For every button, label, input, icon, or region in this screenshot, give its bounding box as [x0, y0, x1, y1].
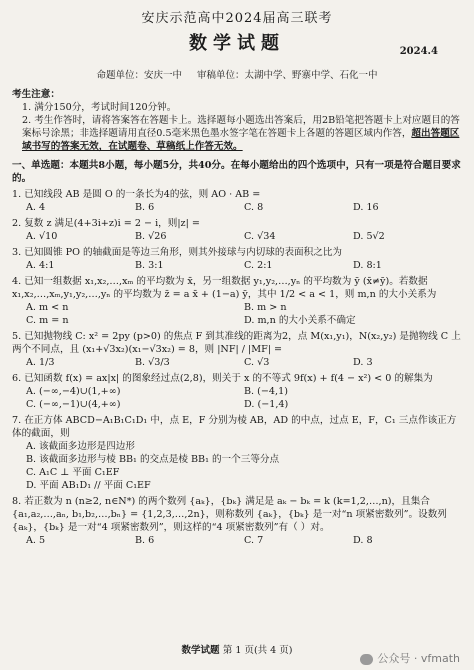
- note-2: [12, 114, 462, 153]
- option-b: B. m > n: [244, 302, 287, 313]
- option-c: C. 8: [244, 202, 264, 213]
- question-stem: 2. 复数 z 满足(4+3i+z)i = 2 − i，则|z| =: [12, 218, 200, 229]
- option-c: C. √3: [244, 357, 270, 368]
- option-d: D. 5√2: [353, 231, 385, 242]
- option-d: D. m,n 的大小关系不确定: [244, 315, 356, 326]
- question-stem: 4. 已知一组数据 x₁,x₂,…,xₘ 的平均数为 x̄，另一组数据 y₁,y₂,…,yₙ 的平均数为 ȳ (x̄≠ȳ)。若数据 x₁,x₂,…,xₘ,y₁,y₂,…,yₙ 的平均数为 z̄ = a x̄ + (1−a) ȳ，其中 1/2 < a < 1，则 m,n 的大小关系为: [12, 276, 437, 300]
- option-c: C. √34: [244, 231, 276, 242]
- school-title: 安庆示范高中2024届高三联考: [141, 11, 333, 26]
- option-b: B. 3:1: [135, 260, 164, 271]
- proposer-unit: 命题单位：安庆一中: [96, 70, 182, 81]
- option-a: A. 4:1: [26, 260, 55, 271]
- note-2-highlight: 超出答题区域书写的答案无效，在试题卷、草稿纸上作答无效。: [22, 128, 460, 152]
- question-7: [12, 414, 462, 492]
- question-1: [12, 188, 462, 214]
- option-a: A. 4: [26, 202, 46, 213]
- question-2: [12, 217, 462, 243]
- option-c: C. A₁C ⊥ 平面 C₁EF: [26, 467, 120, 478]
- question-stem: 5. 已知抛物线 C: x² = 2py (p>0) 的焦点 F 到其准线的距离为2，点 M(x₁,y₁)，N(x₂,y₂) 是抛物线 C 上两个不同点，且 (x₁+√3x₂)(x₁−√3x₂) = 8，则 |NF| / |MF| =: [12, 331, 461, 355]
- options: [12, 534, 462, 547]
- option-c: C. 2:1: [244, 260, 273, 271]
- option-a: A. (−∞,−4)∪(1,+∞): [26, 386, 121, 397]
- notes-heading: 考生注意：: [12, 89, 60, 100]
- options: [12, 356, 462, 369]
- note-2-text: 2. 考生作答时，请将答案答在答题卡上。选择题每小题选出答案后，用2B铅笔把答题卡上对应题目的答案标号涂黑；非选择题请用直径0.5毫米黑色墨水签字笔在答题卡上各题的答题区域内作答，: [22, 115, 460, 139]
- option-a: A. 5: [26, 535, 46, 546]
- options: [12, 385, 462, 411]
- options: [12, 301, 462, 327]
- option-a: A. 该截面多边形是四边形: [26, 441, 135, 452]
- option-d: D. 16: [353, 202, 379, 213]
- option-c: C. (−∞,−1)∪(4,+∞): [26, 399, 121, 410]
- option-d: D. 平面 AB₁D₁ // 平面 C₁EF: [26, 480, 151, 491]
- note-1: 1. 满分150分，考试时间120分钟。: [22, 102, 177, 113]
- options: [12, 201, 462, 214]
- option-a: A. m < n: [26, 302, 69, 313]
- question-6: [12, 372, 462, 411]
- watermark: [360, 652, 460, 665]
- footer-name: 数学试题: [181, 645, 220, 656]
- question-stem: 1. 已知线段 AB 是圆 O 的一条长为4的弦，则 AO · AB =: [12, 189, 261, 200]
- reviewer-unit: 审稿单位：太湖中学、野寨中学、石化一中: [197, 70, 378, 81]
- page-title: 数学试题: [189, 33, 285, 54]
- question-4: [12, 275, 462, 327]
- option-b: B. √26: [135, 231, 167, 242]
- question-stem: 7. 在正方体 ABCD−A₁B₁C₁D₁ 中，点 E，F 分别为棱 AB，AD 的中点，过点 E，F，C₁ 三点作该正方体的截面，则: [12, 415, 457, 439]
- option-c: C. m = n: [26, 315, 69, 326]
- options: [12, 230, 462, 243]
- section-heading: 一、单选题：本题共8小题，每小题5分，共40分。在每小题给出的四个选项中，只有一项是符合题目要求的。: [12, 160, 461, 184]
- question-3: [12, 246, 462, 272]
- question-stem: 3. 已知圆锥 PO 的轴截面是等边三角形，则其外接球与内切球的表面积之比为: [12, 247, 343, 258]
- option-a: A. 1/3: [26, 357, 55, 368]
- author-units: [12, 69, 462, 82]
- option-b: B. 6: [135, 202, 155, 213]
- option-b: B. √3/3: [135, 357, 170, 368]
- title-row: [12, 33, 462, 63]
- wechat-icon: [360, 654, 373, 665]
- question-stem: 6. 已知函数 f(x) = ax|x| 的图象经过点(2,8)，则关于 x 的不等式 9f(x) + f(4 − x²) < 0 的解集为: [12, 373, 433, 384]
- option-d: D. 3: [353, 357, 373, 368]
- watermark-text: 公众号 · vfmath: [377, 652, 460, 665]
- option-c: C. 7: [244, 535, 264, 546]
- footer-page: 第 1 页(共 4 页): [222, 645, 293, 656]
- option-b: B. 该截面多边形与棱 BB₁ 的交点是棱 BB₁ 的一个三等分点: [26, 454, 280, 465]
- option-d: D. 8:1: [353, 260, 382, 271]
- question-8: [12, 495, 462, 547]
- options: [12, 259, 462, 272]
- option-d: D. 8: [353, 535, 373, 546]
- option-b: B. 6: [135, 535, 155, 546]
- question-5: [12, 330, 462, 369]
- option-d: D. (−1,4): [244, 399, 289, 410]
- option-b: B. (−4,1): [244, 386, 288, 397]
- question-stem: 8. 若正数为 n (n≥2, n∈N*) 的两个数列 {aₖ}，{bₖ} 满足是 aₖ − bₖ = k (k=1,2,…,n)，且集合 {a₁,a₂,…,aₙ, b₁,b₂,…,bₙ} = {1,2,3,…,2n}，则称数列 {aₖ}，{bₖ} 是一对“n 项紧密数列”。设数列 {aₖ}，{bₖ} 是一对“4 项紧密数列”，则这样的“4 项紧密数列”有（ ）对。: [12, 496, 447, 533]
- option-a: A. √10: [26, 231, 58, 242]
- exam-date: 2024.4: [399, 46, 438, 57]
